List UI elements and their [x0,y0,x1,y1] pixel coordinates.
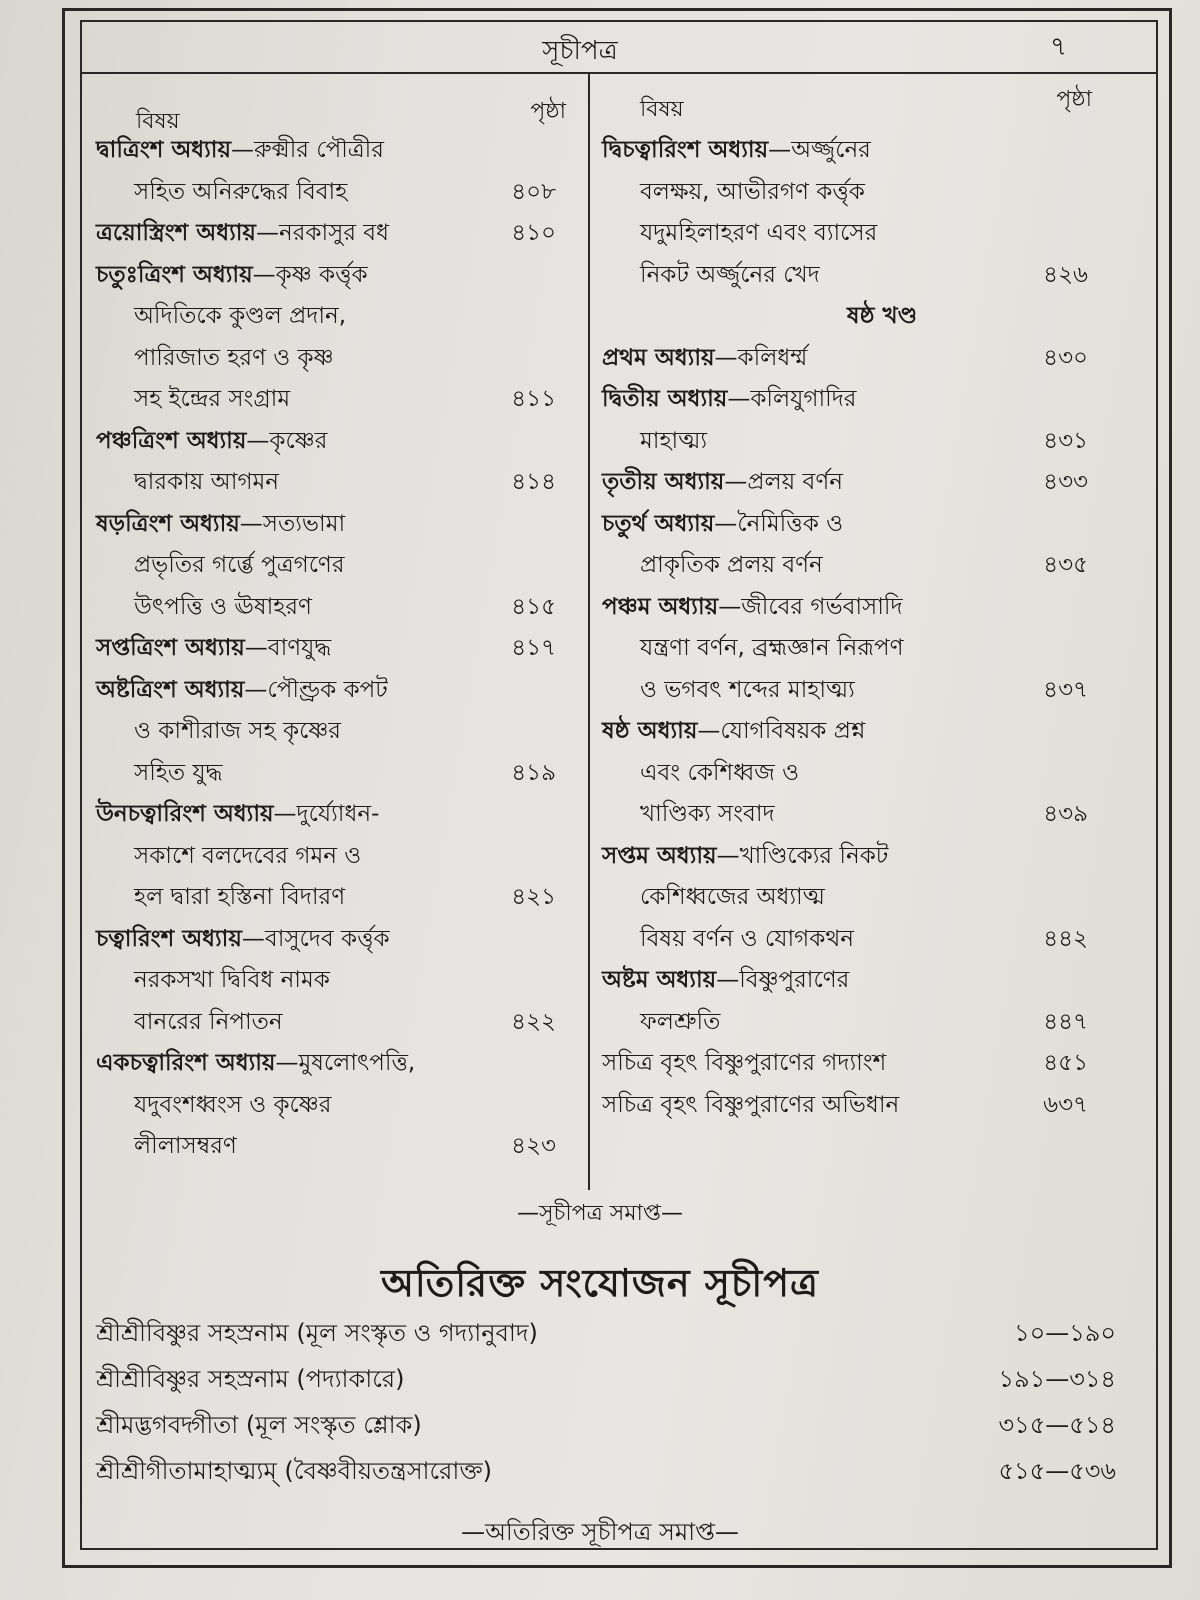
entry-text: পারিজাত হরণ ও কৃষ্ণ [134,344,334,371]
extra-item [96,1310,1116,1356]
toc-line [602,462,1092,504]
entry-text: —বিষ্ণুপুরাণের [716,967,850,993]
entry-text: সকাশে বলদেবের গমন ও [134,842,362,869]
toc-line [96,213,580,255]
toc-line [602,338,1092,380]
page-ref: ৬৩৭ [1043,1091,1088,1118]
page-ref: ৪৩৭ [1043,676,1088,703]
entry-text: বানরের নিপাতন [134,1008,283,1035]
toc-line [96,462,580,504]
left-column [96,82,580,1168]
page-ref: ৪৩৫ [1043,552,1088,578]
extra-item-pages: ৩১৫—৫১৪ [998,1411,1116,1439]
toc-line [96,836,580,878]
entry-text: সহিত যুদ্ধ [134,759,223,786]
toc-line [602,919,1092,961]
toc-line [96,919,580,961]
entry-text: খাণ্ডিক্য সংবাদ [640,801,775,827]
entry-text: —প্রলয় বর্ণন [724,469,843,495]
extra-item-text: শ্রীশ্রীগীতামাহাত্ম্যম্ (বৈষ্ণবীয়তন্ত্রসারোক্ত) [96,1457,493,1485]
entry-text: —জীবের গর্ভবাসাদি [718,593,903,620]
entry-text: হল দ্বারা হস্তিনা বিদারণ [134,884,346,910]
toc-line [602,172,1092,214]
entry-text: বলক্ষয়, আভীরগণ কর্ত্তৃক [640,178,865,205]
entry-text: —কৃষ্ণের [246,427,328,454]
entry-text: প্রভৃতির গর্ব্ভে পুত্রগণের [134,552,345,578]
page-ref: ৪৩৩ [1043,469,1088,495]
chapter-name: অষ্টত্রিংশ অধ্যায় [96,676,245,703]
toc-line [96,1002,580,1044]
page-ref: ৪১৫ [511,593,556,620]
extra-contents-title: অতিরিক্ত সংযোজন সূচীপত্র [381,1261,819,1305]
column-divider [588,72,590,1190]
entry-text: —বাসুদেব কর্ত্তৃক [241,925,390,952]
toc-line [602,1043,1092,1085]
entry-text: সহ ইন্দ্রের সংগ্রাম [134,386,291,412]
chapter-name: পঞ্চম অধ্যায় [602,593,719,620]
page-ref: ৪১৪ [511,469,556,495]
toc-line [602,753,1092,795]
header-rule [82,72,1156,74]
entry-text: যন্ত্রণা বর্ণন, ব্রহ্মজ্ঞান নিরূপণ [640,635,904,661]
entry-text: অদিতিকে কুণ্ডল প্রদান, [134,303,347,329]
page-ref: ৪৪৭ [1043,1008,1088,1035]
entry-text: উৎপত্তি ও ঊষাহরণ [134,593,312,620]
toc-line [602,504,1092,546]
toc-line [602,421,1092,463]
contents-end-marker: —সূচীপত্র সমাপ্ত— [517,1201,683,1226]
toc-line [96,877,580,919]
toc-line [602,379,1092,421]
entry-text: —যোগবিষয়ক প্রশ্ন [697,718,866,744]
entry-text: সচিত্র বৃহৎ বিষ্ণুপুরাণের অভিধান [602,1091,900,1118]
entry-text: —সত্যভামা [239,510,346,537]
extra-item-pages: ১৯১—৩১৪ [998,1365,1116,1393]
entry-text: —রুক্মীর পৌত্রীর [231,137,384,163]
entry-text: নিকট অর্জ্জুনের খেদ [640,261,820,288]
extra-item-text: শ্রীমদ্ভগবদ্গীতা (মূল সংস্কৃত শ্লোক) [96,1411,422,1439]
page-ref: ৪৩০ [1043,344,1088,371]
entry-text: এবং কেশিধ্বজ ও [640,759,800,786]
page-ref: ৪২২ [511,1008,556,1035]
page-ref: ৪২৩ [511,1133,556,1159]
left-column-header [96,82,580,134]
toc-line [96,338,580,380]
extra-item [96,1448,1116,1494]
toc-line [96,753,580,795]
toc-line [96,130,580,172]
toc-line [602,836,1092,878]
toc-line [602,213,1092,255]
left-entries [96,130,580,1168]
toc-line [96,587,580,629]
toc-line [96,172,580,214]
entry-text: —বাণযুদ্ধ [244,635,332,661]
toc-line [96,628,580,670]
chapter-name: দ্বাত্রিংশ অধ্যায় [96,137,232,163]
entry-text: ফলশ্রুতি [640,1008,721,1035]
entry-text: দ্বারকায় আগমন [134,469,280,495]
page-ref: ৪৩১ [1043,427,1088,454]
entry-text: প্রাকৃতিক প্রলয় বর্ণন [640,552,823,578]
toc-line [602,587,1092,629]
page-ref: ৪২১ [511,884,556,910]
entry-text: মাহাত্ম্য [640,427,708,454]
extra-contents-end-marker: —অতিরিক্ত সূচীপত্র সমাপ্ত— [461,1518,739,1546]
page-ref: ৪২৬ [1043,261,1088,288]
toc-line [602,1085,1092,1127]
page-ref: ৪৪২ [1043,925,1088,952]
toc-line [602,255,1092,297]
toc-line [602,130,1092,172]
chapter-name: অষ্টম অধ্যায় [602,967,717,993]
right-column-header [602,82,1092,130]
toc-line [602,545,1092,587]
extra-item-text: শ্রীশ্রীবিষ্ণুর সহস্রনাম (মূল সংস্কৃত ও গদ্যানুবাদ) [96,1319,538,1347]
toc-line [96,296,580,338]
toc-line [96,794,580,836]
extra-item [96,1402,1116,1448]
page-ref: ৪৫১ [1043,1050,1088,1076]
toc-line [96,711,580,753]
entry-text: —কলিযুগাদির [727,386,857,412]
entry-text: —দুর্য্যোধন- [273,801,380,827]
entry-text: —মুষলোৎপত্তি, [275,1050,416,1076]
extra-item-text: শ্রীশ্রীবিষ্ণুর সহস্রনাম (পদ্যাকারে) [96,1365,405,1393]
entry-text: কেশিধ্বজের অধ্যাত্ম [640,884,825,910]
page-number: ৭ [1050,32,1067,62]
entry-text: —খাণ্ডিক্যের নিকট [716,842,889,869]
chapter-name: উনচত্বারিংশ অধ্যায় [96,801,274,827]
chapter-name: চতুঃত্রিংশ অধ্যায় [96,261,253,288]
page-ref: ৪০৮ [511,178,556,205]
page-ref: ৪১৯ [511,759,556,786]
chapter-name: তৃতীয় অধ্যায় [602,469,725,495]
toc-line [602,877,1092,919]
right-entries [602,130,1092,1126]
toc-line [602,794,1092,836]
page-ref: ৪১০ [511,220,556,246]
entry-text: ও ভগবৎ শব্দের মাহাত্ম্য [640,676,855,703]
entry-text: সচিত্র বৃহৎ বিষ্ণুপুরাণের গদ্যাংশ [602,1050,887,1076]
chapter-name: ষষ্ঠ অধ্যায় [602,718,698,744]
toc-line [602,960,1092,1002]
chapter-name: ত্রয়োস্ত্রিংশ অধ্যায় [96,220,256,246]
entry-text: —পৌণ্ড্রক কপট [244,676,388,703]
entry-text: যদুমহিলাহরণ এবং ব্যাসের [640,220,878,246]
chapter-name: দ্বিতীয় অধ্যায় [602,386,728,412]
entry-text: লীলাসম্বরণ [134,1133,237,1159]
entry-text: —কৃষ্ণ কর্ত্তৃক [252,261,368,288]
entry-text: যদুবংশধ্বংস ও কৃষ্ণের [134,1091,332,1118]
toc-line [96,545,580,587]
toc-line [96,379,580,421]
toc-line [602,628,1092,670]
toc-line [96,255,580,297]
toc-line [96,1126,580,1168]
toc-line [96,1043,580,1085]
toc-line [602,670,1092,712]
page-ref: ৪১১ [511,386,556,412]
page-heading: পৃষ্ঠা [1056,87,1092,112]
extra-item-pages: ১০—১৯০ [1014,1319,1116,1347]
entry-text: —অর্জ্জুনের [768,137,871,163]
entry-text: —নৈমিত্তিক ও [714,510,844,537]
chapter-name: চতুর্থ অধ্যায় [602,510,715,537]
chapter-name: সপ্তম অধ্যায় [602,842,717,869]
extra-item [96,1356,1116,1402]
extra-contents-list [96,1310,1116,1494]
chapter-name: প্রথম অধ্যায় [602,344,715,371]
page-ref: ৪৩৯ [1043,801,1088,827]
toc-line [96,421,580,463]
chapter-name: ষড়ত্রিংশ অধ্যায় [96,510,240,537]
chapter-name: পঞ্চত্রিংশ অধ্যায় [96,427,247,454]
toc-line [96,960,580,1002]
chapter-name: সপ্তত্রিংশ অধ্যায় [96,635,245,661]
chapter-name: দ্বিচত্বারিংশ অধ্যায় [602,137,769,163]
toc-line [96,504,580,546]
section-heading: ষষ্ঠ খণ্ড [846,303,918,329]
entry-text: —নরকাসুর বধ [255,220,389,246]
page-title: সূচীপত্র [542,36,618,66]
entry-text: বিষয় বর্ণন ও যোগকথন [640,925,854,952]
entry-text: নরকসখা দ্বিবিধ নামক [134,967,330,993]
toc-line [96,1085,580,1127]
chapter-name: একচত্বারিংশ অধ্যায় [96,1050,276,1076]
toc-line [602,711,1092,753]
chapter-name: চত্বারিংশ অধ্যায় [96,925,242,952]
page-ref: ৪১৭ [511,635,556,661]
toc-line [602,1002,1092,1044]
entry-text: সহিত অনিরুদ্ধের বিবাহ [134,178,348,205]
toc-line [96,670,580,712]
entry-text: ও কাশীরাজ সহ কৃষ্ণের [134,718,341,744]
page-heading: পৃষ্ঠা [530,99,566,124]
right-column [602,82,1092,1126]
subject-heading: বিষয় [136,109,180,134]
subject-heading: বিষয় [640,97,684,122]
extra-item-pages: ৫১৫—৫৩৬ [998,1457,1116,1485]
entry-text: —কলিধর্ম্ম [714,344,808,371]
